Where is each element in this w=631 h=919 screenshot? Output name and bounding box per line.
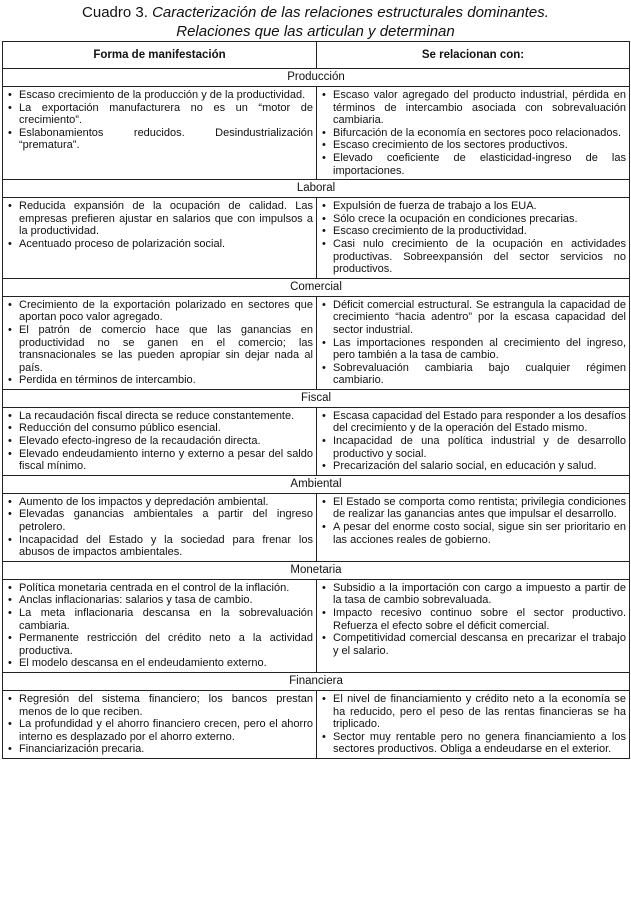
- relation-cell: [317, 493, 630, 561]
- list-item: • Reducción del consumo público esencial.: [6, 422, 313, 435]
- manifestation-cell: [3, 493, 317, 561]
- list-item: • Expulsión de fuerza de trabajo a los EUA.: [320, 200, 626, 213]
- list-item: • La recaudación fiscal directa se reduce constantemente.: [6, 410, 313, 423]
- list-item: • El Estado se comporta como rentista; privilegia condiciones de realizar las ganancias antes que impulsar el desarrollo.: [320, 496, 626, 521]
- list-item: • Escaso crecimiento de los sectores productivos.: [320, 139, 626, 152]
- list-item: • Acentuado proceso de polarización social.: [6, 238, 313, 251]
- list-item: • Subsidio a la importación con cargo a impuesto a partir de la tasa de cambio sobrevaluada.: [320, 582, 626, 607]
- list-item: • La exportación manufacturera no es un “motor de crecimiento”.: [6, 102, 313, 127]
- relation-cell: [317, 690, 630, 758]
- list-item: • Elevado coeficiente de elasticidad-ingreso de las importaciones.: [320, 152, 626, 177]
- caption-label: Cuadro 3.: [82, 4, 148, 21]
- header-relacionan: Se relacionan con:: [317, 42, 630, 69]
- bullet-list: [320, 200, 626, 276]
- manifestation-cell: [3, 198, 317, 279]
- caption-title-line2: Relaciones que las articulan y determinan: [176, 23, 455, 40]
- list-item: • Escaso crecimiento de la productividad.: [320, 225, 626, 238]
- list-item: • Sector muy rentable pero no genera financiamiento a los sectores productivos. Obliga a endeudarse en el exterior.: [320, 731, 626, 756]
- list-item: • Sólo crece la ocupación en condiciones precarias.: [320, 213, 626, 226]
- list-item: • Aumento de los impactos y depredación ambiental.: [6, 496, 313, 509]
- list-item: • Incapacidad del Estado y la sociedad para frenar los abusos de impactos ambientales.: [6, 534, 313, 559]
- list-item: • Déficit comercial estructural. Se estrangula la capacidad de crecimiento “hacia adentro” por la escasa capacidad del sector industrial.: [320, 299, 626, 337]
- section-row-financiera: [3, 672, 630, 690]
- list-item: • El nivel de financiamiento y crédito neto a la economía se ha reducido, pero el peso de las rentas financieras se ha triplicado.: [320, 693, 626, 731]
- section-row-ambiental: [3, 475, 630, 493]
- list-item: • Eslabonamientos reducidos. Desindustrialización “prematura”.: [6, 127, 313, 152]
- relation-cell: [317, 296, 630, 389]
- header-row: [3, 42, 630, 69]
- list-item: • Elevado efecto-ingreso de la recaudación directa.: [6, 435, 313, 448]
- table-row: [3, 198, 630, 279]
- bullet-list: [6, 582, 313, 670]
- list-item: • El modelo descansa en el endeudamiento externo.: [6, 657, 313, 670]
- list-item: • Reducida expansión de la ocupación de calidad. Las empresas prefieren ajustar en salarios que con impulsos a la productividad.: [6, 200, 313, 238]
- relation-cell: [317, 407, 630, 475]
- section-row-laboral: [3, 180, 630, 198]
- table-row: [3, 87, 630, 180]
- section-title: Financiera: [3, 672, 630, 690]
- list-item: • Financiarización precaria.: [6, 743, 313, 756]
- list-item: • Competitividad comercial descansa en precarizar el trabajo y el salario.: [320, 632, 626, 657]
- table-row: [3, 296, 630, 389]
- list-item: • El patrón de comercio hace que las ganancias en productividad no se ganen en el comercio; las transnacionales se las pueden apropiar sin dejar nada al país.: [6, 324, 313, 374]
- relation-cell: [317, 198, 630, 279]
- bullet-list: [320, 410, 626, 473]
- section-title: Producción: [3, 69, 630, 87]
- section-title: Comercial: [3, 278, 630, 296]
- header-forma: Forma de manifestación: [3, 42, 317, 69]
- list-item: • Escasa capacidad del Estado para responder a los desafíos del crecimiento y de la operación del Estado mismo.: [320, 410, 626, 435]
- bullet-list: [6, 200, 313, 250]
- list-item: • A pesar del enorme costo social, sigue sin ser prioritario en las acciones reales de gobierno.: [320, 521, 626, 546]
- section-title: Ambiental: [3, 475, 630, 493]
- table-row: [3, 579, 630, 672]
- list-item: • Bifurcación de la economía en sectores poco relacionados.: [320, 127, 626, 140]
- bullet-list: [320, 693, 626, 756]
- bullet-list: [320, 582, 626, 658]
- table-caption: [0, 0, 631, 41]
- list-item: • Casi nulo crecimiento de la ocupación en actividades productivas. Sobreexpansión del sector servicios no productivos.: [320, 238, 626, 276]
- list-item: • Regresión del sistema financiero; los bancos prestan menos de lo que reciben.: [6, 693, 313, 718]
- bullet-list: [320, 89, 626, 177]
- section-row-monetaria: [3, 561, 630, 579]
- section-row-comercial: [3, 278, 630, 296]
- section-title: Monetaria: [3, 561, 630, 579]
- manifestation-cell: [3, 87, 317, 180]
- bullet-list: [6, 693, 313, 756]
- list-item: • Perdida en términos de intercambio.: [6, 374, 313, 387]
- relation-cell: [317, 579, 630, 672]
- bullet-list: [6, 299, 313, 387]
- relation-cell: [317, 87, 630, 180]
- section-row-produccion: [3, 69, 630, 87]
- list-item: • Elevadas ganancias ambientales a partir del ingreso petrolero.: [6, 508, 313, 533]
- bullet-list: [6, 496, 313, 559]
- structural-relations-table: [2, 41, 630, 759]
- section-title: Laboral: [3, 180, 630, 198]
- section-title: Fiscal: [3, 389, 630, 407]
- list-item: • Política monetaria centrada en el control de la inflación.: [6, 582, 313, 595]
- list-item: • Permanente restricción del crédito neto a la actividad productiva.: [6, 632, 313, 657]
- manifestation-cell: [3, 579, 317, 672]
- list-item: • Crecimiento de la exportación polarizado en sectores que aportan poco valor agregado.: [6, 299, 313, 324]
- manifestation-cell: [3, 296, 317, 389]
- section-row-fiscal: [3, 389, 630, 407]
- list-item: • La profundidad y el ahorro financiero crecen, pero el ahorro interno es desplazado por el ahorro externo.: [6, 718, 313, 743]
- list-item: • Sobrevaluación cambiaria bajo cualquier régimen cambiario.: [320, 362, 626, 387]
- list-item: • Elevado endeudamiento interno y externo a pesar del saldo fiscal mínimo.: [6, 448, 313, 473]
- table-body: [3, 69, 630, 759]
- table-row: [3, 493, 630, 561]
- manifestation-cell: [3, 690, 317, 758]
- list-item: • Escaso valor agregado del producto industrial, pérdida en términos de intercambio asociada con sobrevaluación cambiaria.: [320, 89, 626, 127]
- bullet-list: [6, 410, 313, 473]
- bullet-list: [6, 89, 313, 152]
- list-item: • Anclas inflacionarias: salarios y tasa de cambio.: [6, 594, 313, 607]
- table-row: [3, 690, 630, 758]
- list-item: • Incapacidad de una política industrial y de desarrollo productivo y social.: [320, 435, 626, 460]
- table-row: [3, 407, 630, 475]
- caption-title-line1: Caracterización de las relaciones estructurales dominantes.: [152, 4, 549, 21]
- list-item: • Precarización del salario social, en educación y salud.: [320, 460, 626, 473]
- list-item: • Impacto recesivo continuo sobre el sector productivo. Refuerza el efecto sobre el déficit comercial.: [320, 607, 626, 632]
- list-item: • Las importaciones responden al crecimiento del ingreso, pero también a la tasa de cambio.: [320, 337, 626, 362]
- list-item: • Escaso crecimiento de la producción y de la productividad.: [6, 89, 313, 102]
- list-item: • La meta inflacionaria descansa en la sobrevaluación cambiaria.: [6, 607, 313, 632]
- manifestation-cell: [3, 407, 317, 475]
- bullet-list: [320, 496, 626, 546]
- bullet-list: [320, 299, 626, 387]
